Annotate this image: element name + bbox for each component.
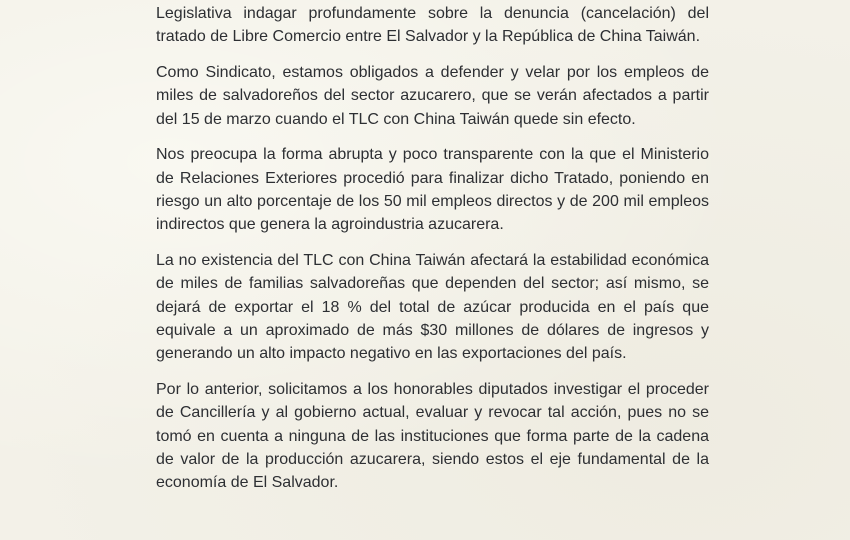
paragraph-solicitud-diputados: Por lo anterior, solicitamos a los honorables diputados investigar el proceder de Cancillería y al gobierno actual, evaluar y revocar tal acción, pues no se tomó en cuenta a ninguna de las instituciones que forma parte de la cadena de valor de la producción azucarera, siendo estos el eje fundamental de la economía de El Salvador. — [156, 381, 709, 492]
paragraph-impacto-economico: La no existencia del TLC con China Taiwán afectará la estabilidad económica de miles de familias salvadoreñas que dependen del sector; así mismo, se dejará de exportar el 18 % del total de azúcar producida en el país que equivale a un aproximado de más $30 millones de dólares de ingresos y generando un alto impacto negativo en las exportaciones del país. — [156, 252, 709, 363]
paragraph-sindicato-empleos: Como Sindicato, estamos obligados a defender y velar por los empleos de miles de salvadoreños del sector azucarero, que se verán afectados a partir del 15 de marzo cuando el TLC con China Taiwán quede sin efecto. — [156, 64, 709, 128]
paragraph-denuncia-tratado: Legislativa indagar profundamente sobre la denuncia (cancelación) del tratado de Libre Comercio entre El Salvador y la República de China Taiwán. — [156, 5, 709, 46]
paragraph-preocupacion-ministerio: Nos preocupa la forma abrupta y poco transparente con la que el Ministerio de Relaciones Exteriores procedió para finalizar dicho Tratado, poniendo en riesgo un alto porcentaje de los 50 mil empleos directos y de 200 mil empleos indirectos que genera la agroindustria azucarera. — [156, 146, 709, 234]
letter-body — [156, 2, 709, 507]
